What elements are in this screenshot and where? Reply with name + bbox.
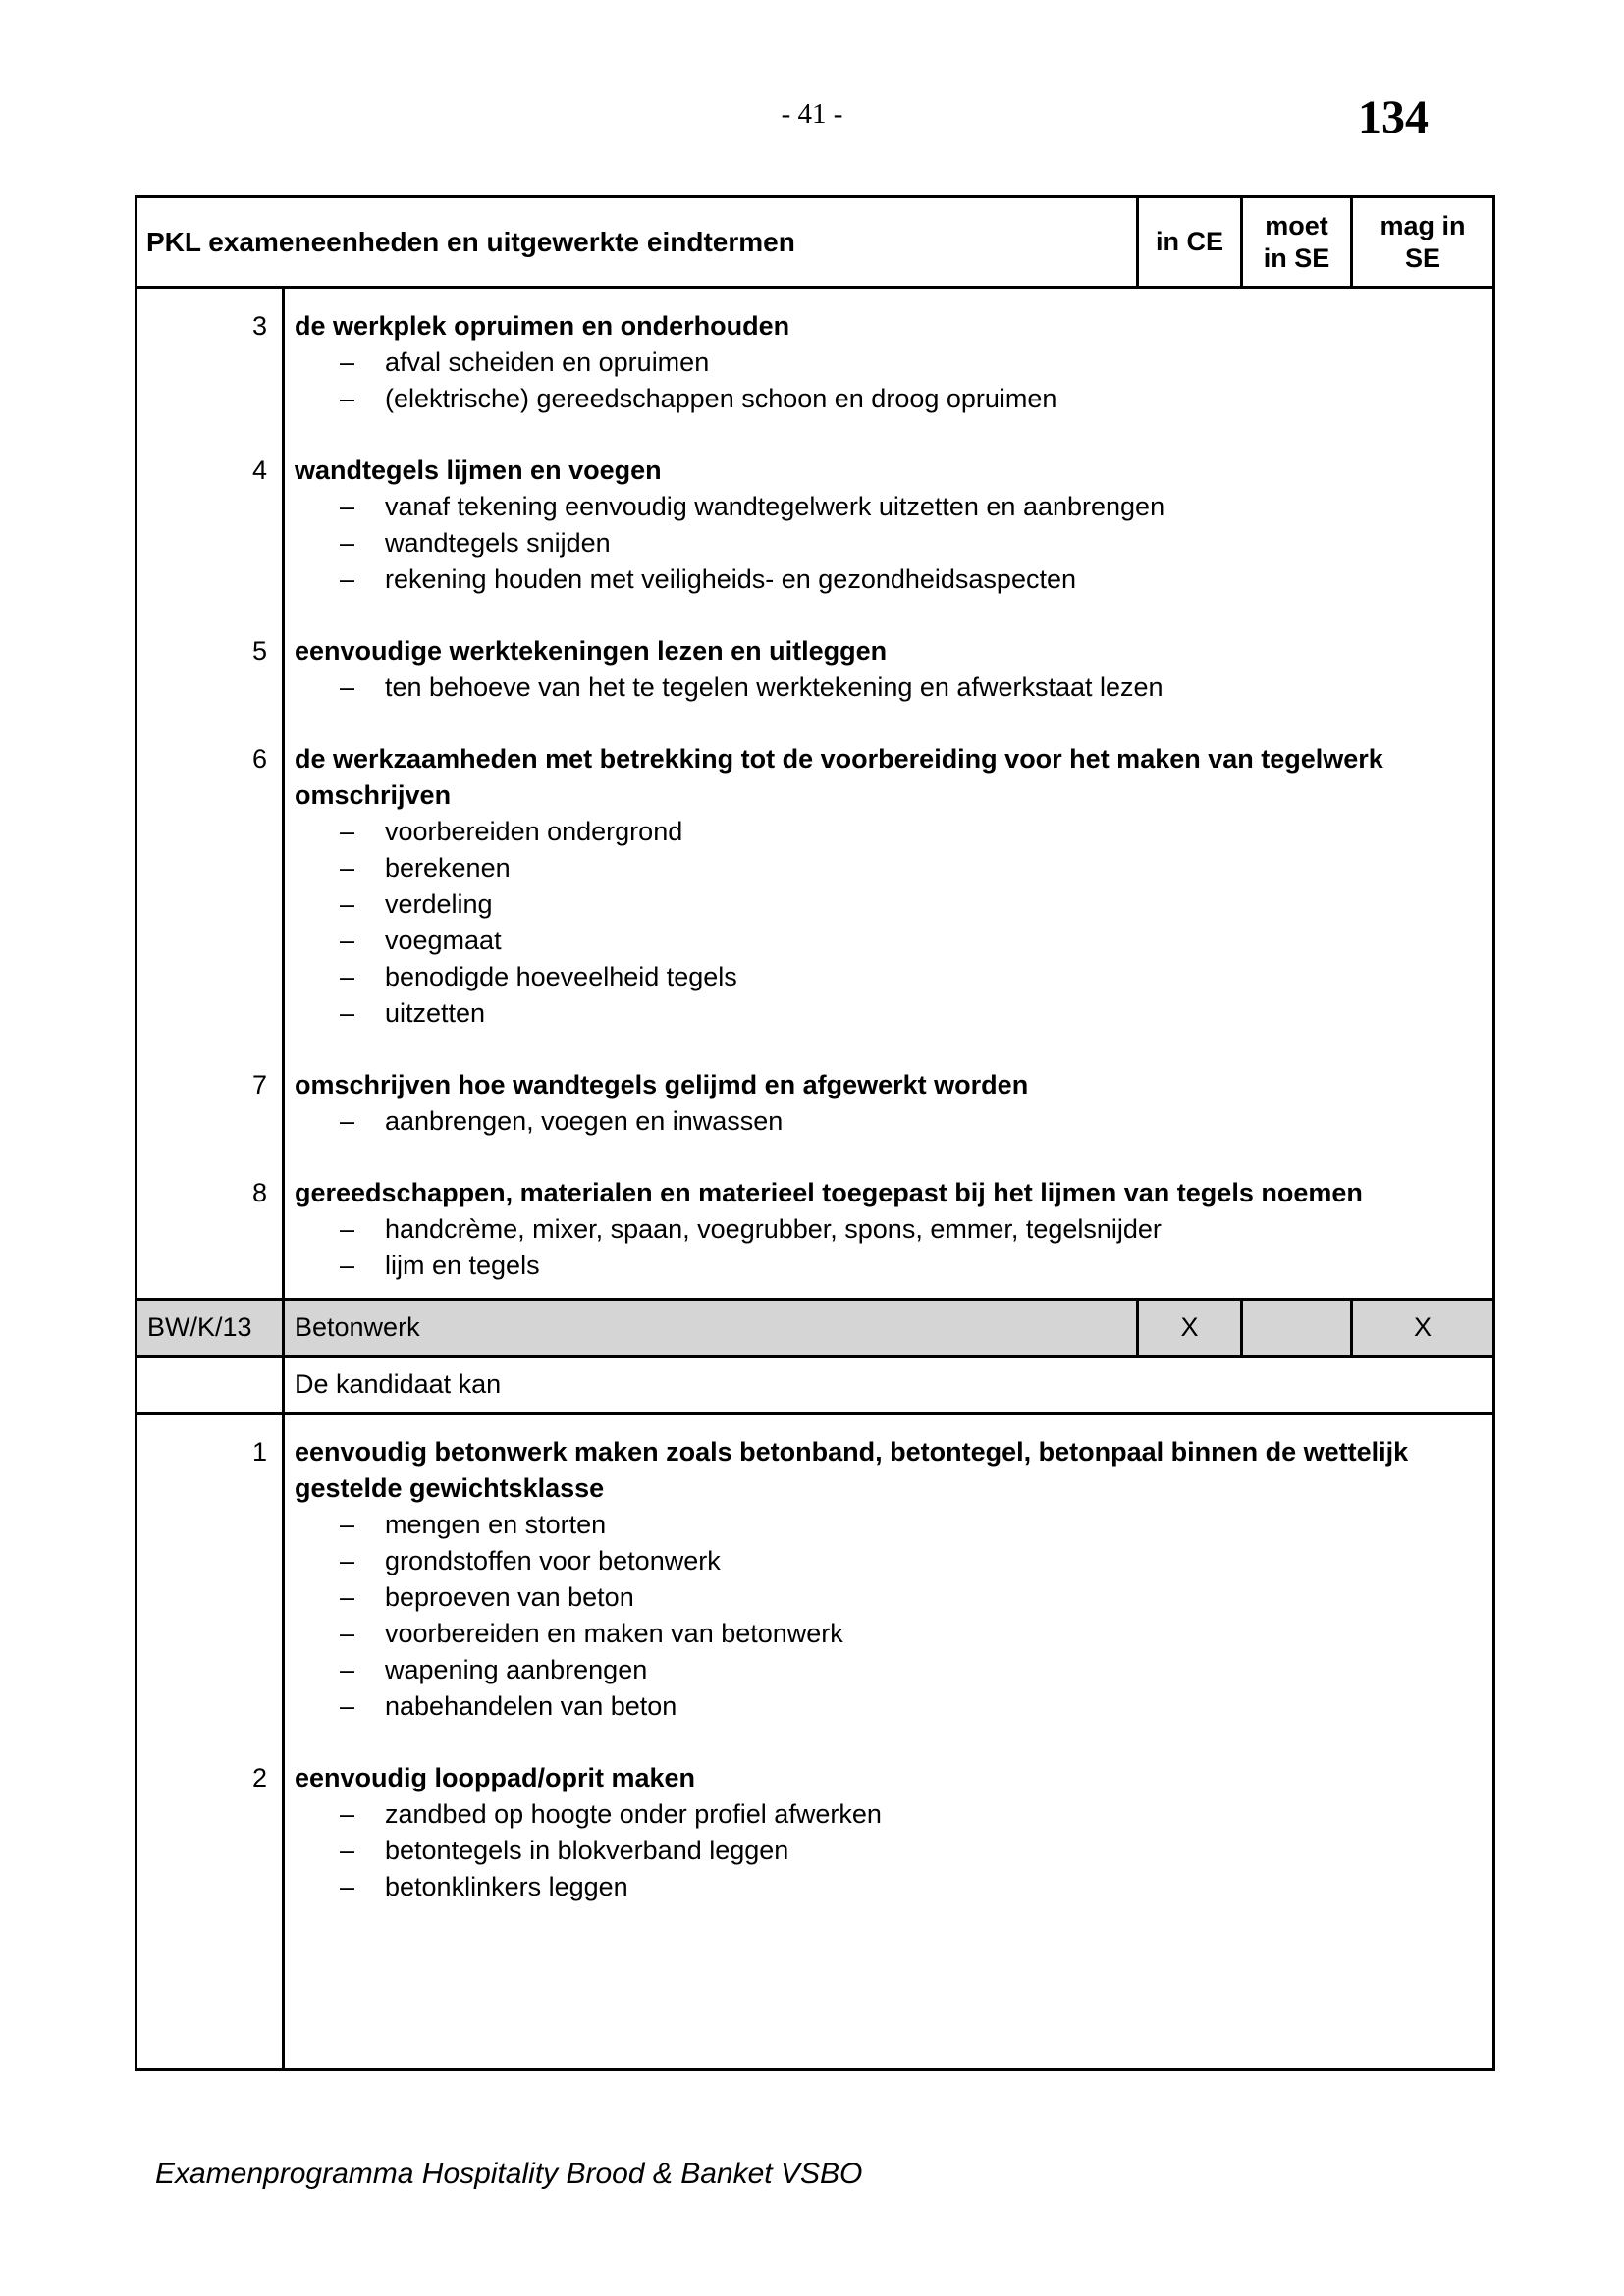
dash-icon: –: [340, 528, 355, 558]
bullet-text: uitzetten: [385, 998, 486, 1028]
bullet-text: mengen en storten: [385, 1510, 607, 1539]
dash-icon: –: [340, 1872, 355, 1901]
dash-icon: –: [340, 492, 355, 521]
bullet-text: handcrème, mixer, spaan, voegrubber, spons, emmer, tegelsnijder: [385, 1214, 1162, 1244]
bullet-text: benodigde hoeveelheid tegels: [385, 962, 737, 991]
bullet-item: [295, 1616, 1477, 1652]
bullet-item: [295, 1579, 1477, 1616]
dash-icon: –: [340, 1510, 355, 1539]
table-title: PKL exameneenheden en uitgewerkte eindtermen: [146, 226, 795, 257]
bullet-item: [295, 1103, 1477, 1140]
exam-item: [137, 308, 1492, 417]
dash-icon: –: [340, 672, 355, 702]
unit-mag-in-se-mark: X: [1350, 1301, 1492, 1355]
item-number: 1: [251, 1437, 267, 1467]
dash-icon: –: [340, 1546, 355, 1575]
item-number: 7: [251, 1070, 267, 1099]
bullet-text: nabehandelen van beton: [385, 1691, 677, 1721]
column-header-moet-in-se: [1240, 198, 1350, 286]
item-number: 6: [251, 744, 267, 774]
bullet-item: [295, 381, 1477, 417]
dash-icon: –: [340, 1251, 355, 1280]
item-content: [285, 1434, 1492, 1725]
item-title: gereedschappen, materialen en materieel toegepast bij het lijmen van tegels noemen: [295, 1178, 1363, 1207]
bullet-text: ten behoeve van het te tegelen werktekening en afwerkstaat lezen: [385, 672, 1164, 702]
item-content: [285, 1067, 1492, 1140]
item-title: de werkzaamheden met betrekking tot de voorbereiding voor het maken van tegelwerk omschrijven: [295, 744, 1383, 810]
bullet-text: voorbereiden ondergrond: [385, 817, 683, 846]
bullet-text: afval scheiden en opruimen: [385, 347, 710, 377]
item-content: [285, 308, 1492, 417]
unit-moet-in-se-mark: [1240, 1301, 1350, 1355]
body-section-tegelwerk: [137, 289, 1492, 1301]
page-number-bold: 134: [1358, 91, 1429, 143]
col-moet-line2: in SE: [1263, 242, 1330, 273]
bullet-item: [295, 525, 1477, 561]
bullet-text: grondstoffen voor betonwerk: [385, 1546, 721, 1575]
bullet-text: berekenen: [385, 853, 511, 882]
bullet-text: vanaf tekening eenvoudig wandtegelwerk uitzetten en aanbrengen: [385, 492, 1165, 521]
item-content: [285, 741, 1492, 1032]
dash-icon: –: [340, 817, 355, 846]
exam-item: [137, 741, 1492, 1032]
item-number: 8: [251, 1178, 267, 1207]
bullet-text: aanbrengen, voegen en inwassen: [385, 1106, 784, 1136]
dash-icon: –: [340, 1582, 355, 1612]
bullet-item: [295, 1211, 1477, 1248]
exam-item: [137, 1760, 1492, 1905]
dash-icon: –: [340, 1836, 355, 1865]
unit-name: Betonwerk: [282, 1301, 1136, 1355]
bullet-text: betonklinkers leggen: [385, 1872, 628, 1901]
dash-icon: –: [340, 384, 355, 413]
bullet-item: [295, 814, 1477, 850]
dash-icon: –: [340, 853, 355, 882]
bullet-item: [295, 1833, 1477, 1869]
bullet-text: lijm en tegels: [385, 1251, 540, 1280]
bullet-item: [295, 1796, 1477, 1833]
exam-item: [137, 1067, 1492, 1140]
item-title: eenvoudige werktekeningen lezen en uitleggen: [295, 636, 888, 666]
bullet-text: voegmaat: [385, 926, 502, 955]
dash-icon: –: [340, 347, 355, 377]
item-title: omschrijven hoe wandtegels gelijmd en afgewerkt worden: [295, 1070, 1029, 1099]
footer-text: Examenprogramma Hospitality Brood & Banket VSBO: [155, 2158, 863, 2190]
bullet-item: [295, 1248, 1477, 1284]
bullet-text: verdeling: [385, 889, 493, 919]
dash-icon: –: [340, 998, 355, 1028]
body-section-betonwerk: [137, 1415, 1492, 2068]
bullet-text: wandtegels snijden: [385, 528, 611, 558]
dash-icon: –: [340, 926, 355, 955]
exam-item: [137, 453, 1492, 598]
bullet-item: [295, 1869, 1477, 1905]
bullet-item: [295, 669, 1477, 706]
col-mag-line2: SE: [1404, 242, 1441, 273]
item-number: 3: [251, 311, 267, 341]
item-number: 4: [251, 455, 267, 485]
bullet-item: [295, 995, 1477, 1032]
dash-icon: –: [340, 1214, 355, 1244]
table-header-row: [137, 198, 1492, 289]
bullet-text: betontegels in blokverband leggen: [385, 1836, 789, 1865]
dash-icon: –: [340, 1106, 355, 1136]
item-content: [285, 1760, 1492, 1905]
bullet-text: zandbed op hoogte onder profiel afwerken: [385, 1799, 882, 1829]
item-title: wandtegels lijmen en voegen: [295, 455, 662, 485]
dash-icon: –: [340, 962, 355, 991]
item-content: [285, 1175, 1492, 1284]
bullet-text: (elektrische) gereedschappen schoon en droog opruimen: [385, 384, 1057, 413]
item-number: 2: [251, 1763, 267, 1792]
kandidaat-row: [137, 1358, 1492, 1415]
bullet-item: [295, 850, 1477, 886]
unit-in-ce-mark: X: [1136, 1301, 1240, 1355]
bullet-item: [295, 959, 1477, 995]
dash-icon: –: [340, 1691, 355, 1721]
kandidaat-text: De kandidaat kan: [295, 1369, 502, 1399]
column-header-mag-in-se: [1350, 198, 1492, 286]
bullet-text: wapening aanbrengen: [385, 1655, 648, 1684]
item-title: eenvoudig looppad/oprit maken: [295, 1763, 696, 1792]
bullet-item: [295, 886, 1477, 923]
bullet-item: [295, 1688, 1477, 1725]
exam-item: [137, 1434, 1492, 1725]
exam-item: [137, 633, 1492, 706]
item-title: eenvoudig betonwerk maken zoals betonband, betontegel, betonpaal binnen de wettelijk gestelde gewichtsklasse: [295, 1437, 1409, 1503]
col-in-ce-label: in CE: [1155, 227, 1223, 256]
column-header-in-ce: [1136, 198, 1240, 286]
bullet-item: [295, 1652, 1477, 1688]
exam-item: [137, 1175, 1492, 1284]
bullet-text: beproeven van beton: [385, 1582, 634, 1612]
dash-icon: –: [340, 1655, 355, 1684]
bullet-text: rekening houden met veiligheids- en gezondheidsaspecten: [385, 564, 1076, 594]
item-content: [285, 633, 1492, 706]
item-title: de werkplek opruimen en onderhouden: [295, 311, 790, 341]
bullet-item: [295, 561, 1477, 598]
dash-icon: –: [340, 564, 355, 594]
item-number: 5: [251, 636, 267, 666]
dash-icon: –: [340, 1799, 355, 1829]
col-mag-line1: mag in: [1380, 210, 1466, 240]
col-moet-line1: moet: [1265, 210, 1328, 240]
unit-row-betonwerk: [137, 1301, 1492, 1358]
bullet-item: [295, 923, 1477, 959]
item-content: [285, 453, 1492, 598]
bullet-item: [295, 1507, 1477, 1543]
exam-table: [135, 195, 1495, 2071]
bullet-item: [295, 1543, 1477, 1579]
bullet-item: [295, 345, 1477, 381]
bullet-item: [295, 489, 1477, 525]
bullet-text: voorbereiden en maken van betonwerk: [385, 1619, 843, 1648]
unit-code: BW/K/13: [147, 1312, 252, 1342]
page-number-center: - 41 -: [781, 98, 843, 130]
dash-icon: –: [340, 889, 355, 919]
dash-icon: –: [340, 1619, 355, 1648]
